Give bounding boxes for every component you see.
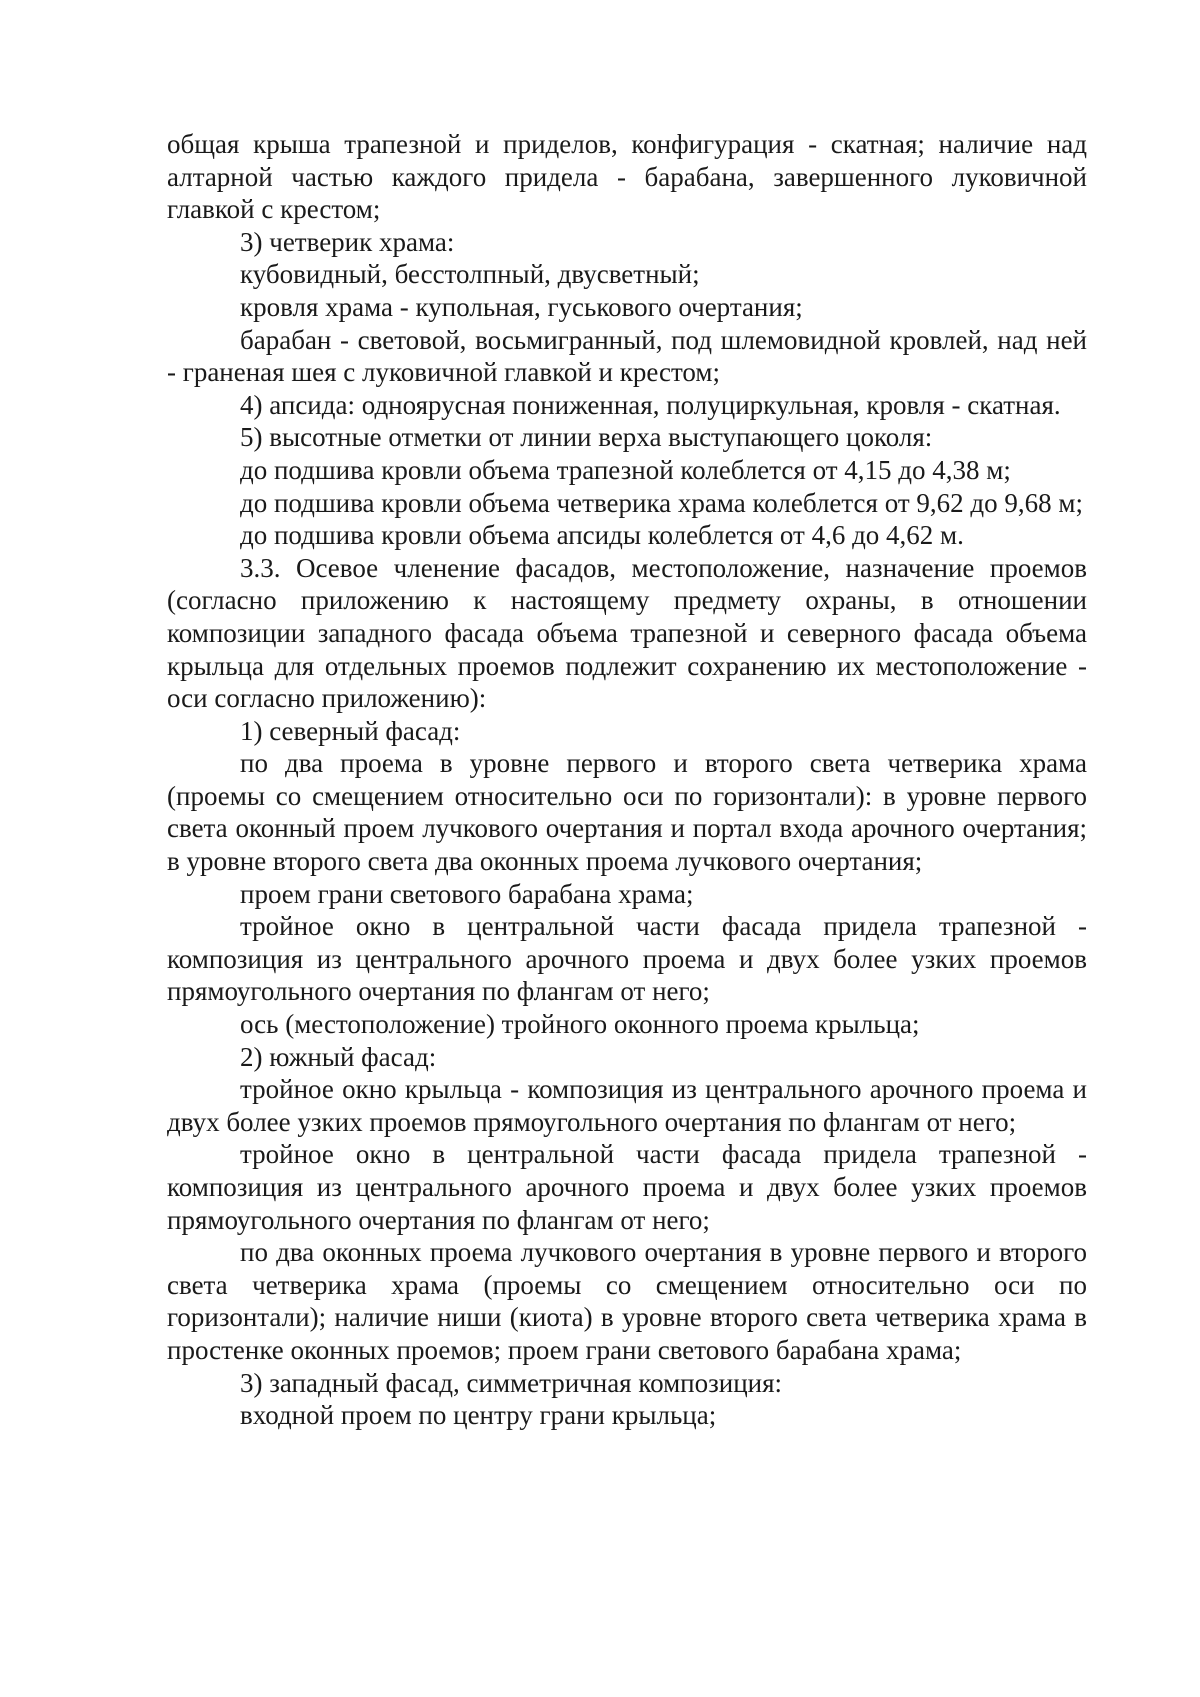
paragraph: 3) западный фасад, симметричная композиция: <box>240 1367 783 1398</box>
paragraph: 5) высотные отметки от линии верха выступающего цоколя: <box>240 422 933 453</box>
paragraph: до подшива кровли объема четверика храма колеблется от 9,62 до 9,68 м; <box>240 487 1083 518</box>
paragraph: тройное окно в центральной части фасада придела трапезной - композиция из центрального арочного проема и двух более узких проемов прямоугольного очертания по флангам от него; <box>167 911 1087 1007</box>
paragraph: кубовидный, бесстолпный, двусветный; <box>240 259 700 290</box>
paragraph: общая крыша трапезной и приделов, конфигурация - скатная; наличие над алтарной частью каждого придела - барабана, завершенного луковичной главкой с крестом; <box>167 129 1087 225</box>
paragraph: кровля храма - купольная, гуськового очертания; <box>240 291 803 322</box>
paragraph: тройное окно в центральной части фасада придела трапезной - композиция из центрального арочного проема и двух более узких проемов прямоугольного очертания по флангам от него; <box>167 1139 1087 1235</box>
paragraph: тройное окно крыльца - композиция из центрального арочного проема и двух более узких проемов прямоугольного очертания по флангам от него; <box>167 1074 1087 1137</box>
paragraph: до подшива кровли объема трапезной колеблется от 4,15 до 4,38 м; <box>240 454 1011 485</box>
paragraph: входной проем по центру грани крыльца; <box>240 1400 717 1431</box>
paragraph: по два проема в уровне первого и второго света четверика храма (проемы со смещением относительно оси по горизонтали): в уровне первого света оконный проем лучкового очертания и портал входа арочного очертания; в уровне второго света два оконных проема лучкового очертания; <box>167 748 1087 877</box>
paragraph: 2) южный фасад: <box>240 1041 437 1072</box>
paragraph: ось (местоположение) тройного оконного проема крыльца; <box>240 1009 920 1040</box>
paragraph: барабан - световой, восьмигранный, под шлемовидной кровлей, над ней - граненая шея с луковичной главкой и крестом; <box>167 324 1087 388</box>
paragraph: проем грани светового барабана храма; <box>240 878 694 909</box>
paragraph: 4) апсида: одноярусная пониженная, полуциркульная, кровля - скатная. <box>240 389 1061 420</box>
document-body <box>167 128 1087 1432</box>
paragraph: 3.3. Осевое членение фасадов, местоположение, назначение проемов (согласно приложению к настоящему предмету охраны, в отношении композиции западного фасада объема трапезной и северного фасада объема крыльца для отдельных проемов подлежит сохранению их местоположение - оси согласно приложению): <box>167 552 1087 714</box>
paragraph: до подшива кровли объема апсиды колеблется от 4,6 до 4,62 м. <box>240 520 964 551</box>
paragraph: по два оконных проема лучкового очертания в уровне первого и второго света четверика храма (проемы со смещением относительно оси по горизонтали); наличие ниши (киота) в уровне второго света четверика храма в простенке оконных проемов; проем грани светового барабана храма; <box>167 1237 1087 1365</box>
paragraph: 3) четверик храма: <box>240 226 455 257</box>
paragraph: 1) северный фасад: <box>240 715 461 746</box>
